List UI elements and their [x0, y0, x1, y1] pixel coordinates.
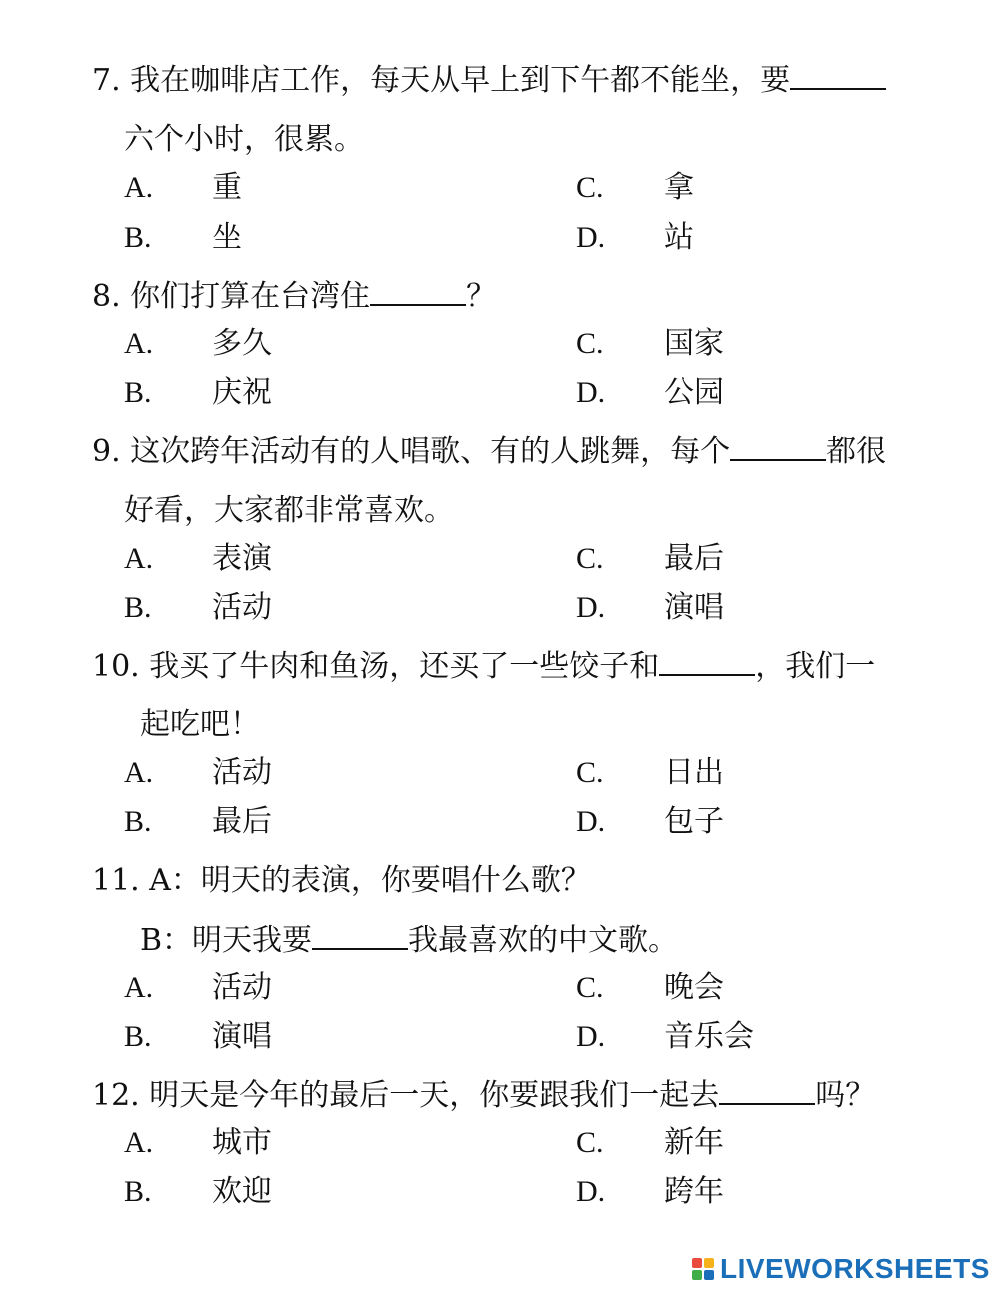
answer-blank[interactable] [730, 431, 826, 461]
option-a[interactable]: A. 活动 [124, 755, 272, 790]
question-7-line-2: 六个小时，很累。 [124, 122, 364, 157]
option-a[interactable]: A. 城市 [124, 1125, 272, 1160]
question-8: 8. 你们打算在台湾住 ？ [92, 276, 496, 317]
option-c[interactable]: C. 晚会 [576, 970, 724, 1005]
option-c[interactable]: C. 拿 [576, 170, 694, 205]
answer-blank[interactable] [790, 60, 886, 90]
logo-wordmark: LIVEWORKSHEETS [720, 1253, 990, 1284]
answer-blank[interactable] [659, 646, 755, 676]
option-b[interactable]: B. 最后 [124, 804, 272, 839]
option-b[interactable]: B. 活动 [124, 590, 272, 625]
option-c[interactable]: C. 国家 [576, 326, 724, 361]
option-d[interactable]: D. 演唱 [576, 590, 724, 625]
option-b[interactable]: B. 演唱 [124, 1019, 272, 1054]
question-11-line-2: B：明天我要 我最喜欢的中文歌。 [140, 920, 678, 961]
option-a[interactable]: A. 重 [124, 170, 242, 205]
option-a[interactable]: A. 活动 [124, 970, 272, 1005]
answer-blank[interactable] [312, 920, 408, 950]
option-d[interactable]: D. 公园 [576, 375, 724, 410]
question-11-line-1: 11. A：明天的表演，你要唱什么歌？ [92, 863, 591, 898]
option-c[interactable]: C. 日出 [576, 755, 724, 790]
option-d[interactable]: D. 音乐会 [576, 1019, 754, 1054]
liveworksheets-logo [692, 1254, 990, 1284]
option-a[interactable]: A. 表演 [124, 541, 272, 576]
option-c[interactable]: C. 新年 [576, 1125, 724, 1160]
question-9-line-1: 9. 这次跨年活动有的人唱歌、有的人跳舞，每个 都很 [92, 431, 886, 472]
answer-blank[interactable] [719, 1075, 815, 1105]
option-b[interactable]: B. 坐 [124, 220, 242, 255]
question-10-line-2: 起吃吧！ [140, 707, 260, 742]
answer-blank[interactable] [370, 276, 466, 306]
option-d[interactable]: D. 跨年 [576, 1174, 724, 1209]
option-d[interactable]: D. 包子 [576, 804, 724, 839]
option-d[interactable]: D. 站 [576, 220, 694, 255]
question-10-line-1: 10. 我买了牛肉和鱼汤，还买了一些饺子和 ，我们一 [92, 646, 875, 687]
option-c[interactable]: C. 最后 [576, 541, 724, 576]
option-a[interactable]: A. 多久 [124, 326, 272, 361]
question-9-line-2: 好看，大家都非常喜欢。 [124, 493, 454, 528]
option-b[interactable]: B. 庆祝 [124, 375, 272, 410]
question-12: 12. 明天是今年的最后一天，你要跟我们一起去 吗？ [92, 1075, 875, 1116]
option-b[interactable]: B. 欢迎 [124, 1174, 272, 1209]
question-7-line-1: 7. 我在咖啡店工作，每天从早上到下午都不能坐，要 [92, 60, 886, 101]
logo-mark-icon [692, 1258, 714, 1280]
